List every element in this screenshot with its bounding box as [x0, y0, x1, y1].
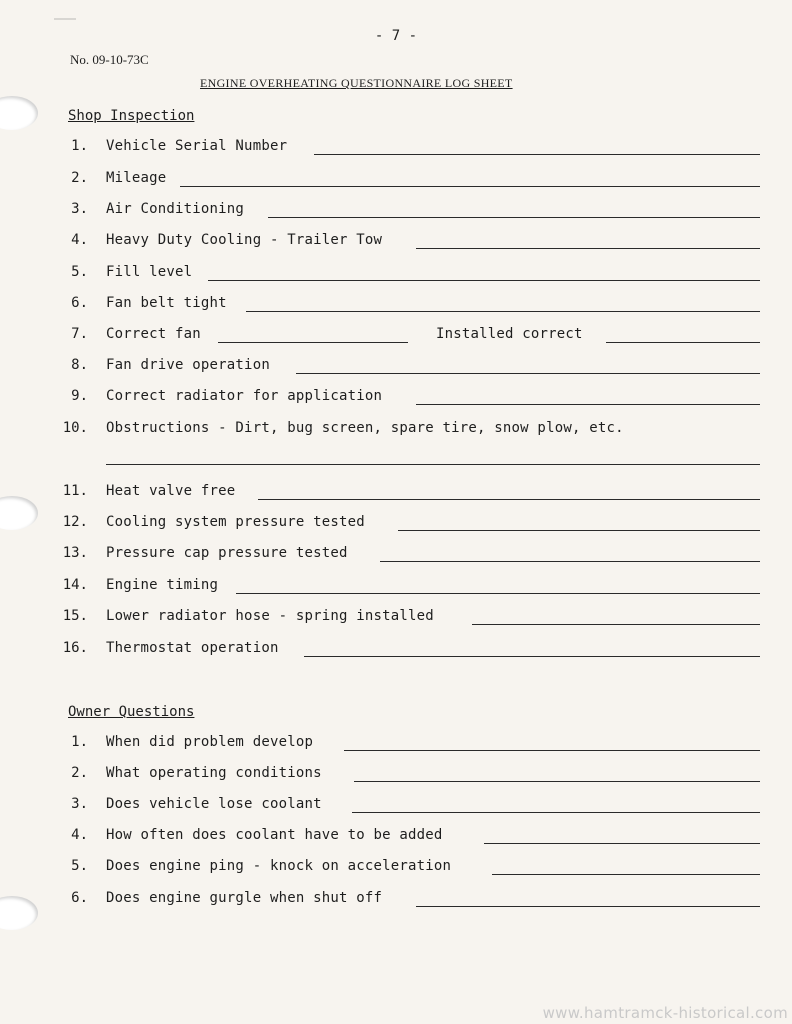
- item-number: 9.: [71, 388, 88, 404]
- item-number: 2.: [71, 765, 88, 781]
- answer-line[interactable]: [380, 561, 760, 562]
- form-row: [0, 326, 792, 346]
- punch-hole: [0, 96, 38, 130]
- form-row: [0, 201, 792, 221]
- item-label: Heat valve free: [106, 483, 236, 499]
- item-label: Air Conditioning: [106, 201, 245, 217]
- answer-line[interactable]: [304, 656, 760, 657]
- item-label: Mileage: [106, 170, 167, 186]
- item-number: 8.: [71, 357, 88, 373]
- form-row: [0, 483, 792, 503]
- item-label: Does engine gurgle when shut off: [106, 890, 383, 906]
- item-number: 6.: [71, 295, 88, 311]
- item-number: 2.: [71, 170, 88, 186]
- form-row: [0, 295, 792, 315]
- form-row: [0, 170, 792, 190]
- item-number: 11.: [62, 483, 88, 499]
- form-row: [0, 858, 792, 878]
- answer-line[interactable]: [314, 154, 760, 155]
- answer-line[interactable]: [398, 530, 760, 531]
- item-number: 7.: [71, 326, 88, 342]
- answer-line[interactable]: [484, 843, 760, 844]
- item-number: 14.: [62, 577, 88, 593]
- form-row: [0, 577, 792, 597]
- item-number: 6.: [71, 890, 88, 906]
- answer-line[interactable]: [236, 593, 760, 594]
- item-label: Correct radiator for application: [106, 388, 383, 404]
- answer-line[interactable]: [258, 499, 760, 500]
- form-row: [0, 264, 792, 284]
- item-number: 1.: [71, 734, 88, 750]
- form-row: [0, 232, 792, 252]
- answer-line[interactable]: [416, 404, 760, 405]
- item-label: What operating conditions: [106, 765, 322, 781]
- item-number: 5.: [71, 264, 88, 280]
- item-number: 3.: [71, 796, 88, 812]
- item-label: Pressure cap pressure tested: [106, 545, 348, 561]
- answer-line[interactable]: [180, 186, 760, 187]
- item-label: How often does coolant have to be added: [106, 827, 443, 843]
- item-label: Lower radiator hose - spring installed: [106, 608, 434, 624]
- answer-line[interactable]: [416, 906, 760, 907]
- form-row: [0, 734, 792, 754]
- form-row: [0, 138, 792, 158]
- form-row-continuation: [0, 448, 792, 468]
- item-number: 1.: [71, 138, 88, 154]
- form-row: [0, 796, 792, 816]
- item-number: 5.: [71, 858, 88, 874]
- form-row: [0, 420, 792, 440]
- item-label-secondary: Installed correct: [436, 326, 583, 342]
- item-label: Fan drive operation: [106, 357, 270, 373]
- form-row: [0, 608, 792, 628]
- answer-line[interactable]: [354, 781, 760, 782]
- page-number: - 7 -: [374, 28, 418, 44]
- item-label: Engine timing: [106, 577, 219, 593]
- answer-line[interactable]: [492, 874, 760, 875]
- answer-line[interactable]: [606, 342, 760, 343]
- form-row: [0, 765, 792, 785]
- item-label: Vehicle Serial Number: [106, 138, 288, 154]
- form-row: [0, 357, 792, 377]
- section-heading-shop-inspection: Shop Inspection: [68, 108, 195, 124]
- form-row: [0, 545, 792, 565]
- item-label: Thermostat operation: [106, 640, 279, 656]
- answer-line[interactable]: [218, 342, 408, 343]
- form-row: [0, 640, 792, 660]
- document-number: No. 09-10-73C: [70, 52, 149, 67]
- item-label: Correct fan: [106, 326, 201, 342]
- item-label: Heavy Duty Cooling - Trailer Tow: [106, 232, 383, 248]
- section-heading-owner-questions: Owner Questions: [68, 704, 195, 720]
- answer-line[interactable]: [208, 280, 760, 281]
- answer-line[interactable]: [416, 248, 760, 249]
- page-title: ENGINE OVERHEATING QUESTIONNAIRE LOG SHEET: [200, 76, 513, 90]
- item-label: When did problem develop: [106, 734, 314, 750]
- form-row: [0, 890, 792, 910]
- answer-line[interactable]: [106, 464, 760, 465]
- form-row: [0, 514, 792, 534]
- item-number: 12.: [62, 514, 88, 530]
- item-label: Obstructions - Dirt, bug screen, spare tire, snow plow, etc.: [106, 420, 624, 436]
- scan-smudge: [54, 18, 76, 20]
- form-row: [0, 827, 792, 847]
- answer-line[interactable]: [344, 750, 760, 751]
- form-row: [0, 388, 792, 408]
- answer-line[interactable]: [246, 311, 760, 312]
- item-label: Cooling system pressure tested: [106, 514, 365, 530]
- answer-line[interactable]: [352, 812, 760, 813]
- answer-line[interactable]: [268, 217, 760, 218]
- answer-line[interactable]: [296, 373, 760, 374]
- item-number: 10.: [62, 420, 88, 436]
- item-label: Does engine ping - knock on acceleration: [106, 858, 452, 874]
- item-number: 16.: [62, 640, 88, 656]
- answer-line[interactable]: [472, 624, 760, 625]
- item-number: 15.: [62, 608, 88, 624]
- item-number: 4.: [71, 827, 88, 843]
- item-number: 13.: [62, 545, 88, 561]
- item-label: Fan belt tight: [106, 295, 227, 311]
- item-label: Fill level: [106, 264, 193, 280]
- watermark: www.hamtramck-historical.com: [542, 1004, 788, 1022]
- item-number: 3.: [71, 201, 88, 217]
- item-label: Does vehicle lose coolant: [106, 796, 322, 812]
- item-number: 4.: [71, 232, 88, 248]
